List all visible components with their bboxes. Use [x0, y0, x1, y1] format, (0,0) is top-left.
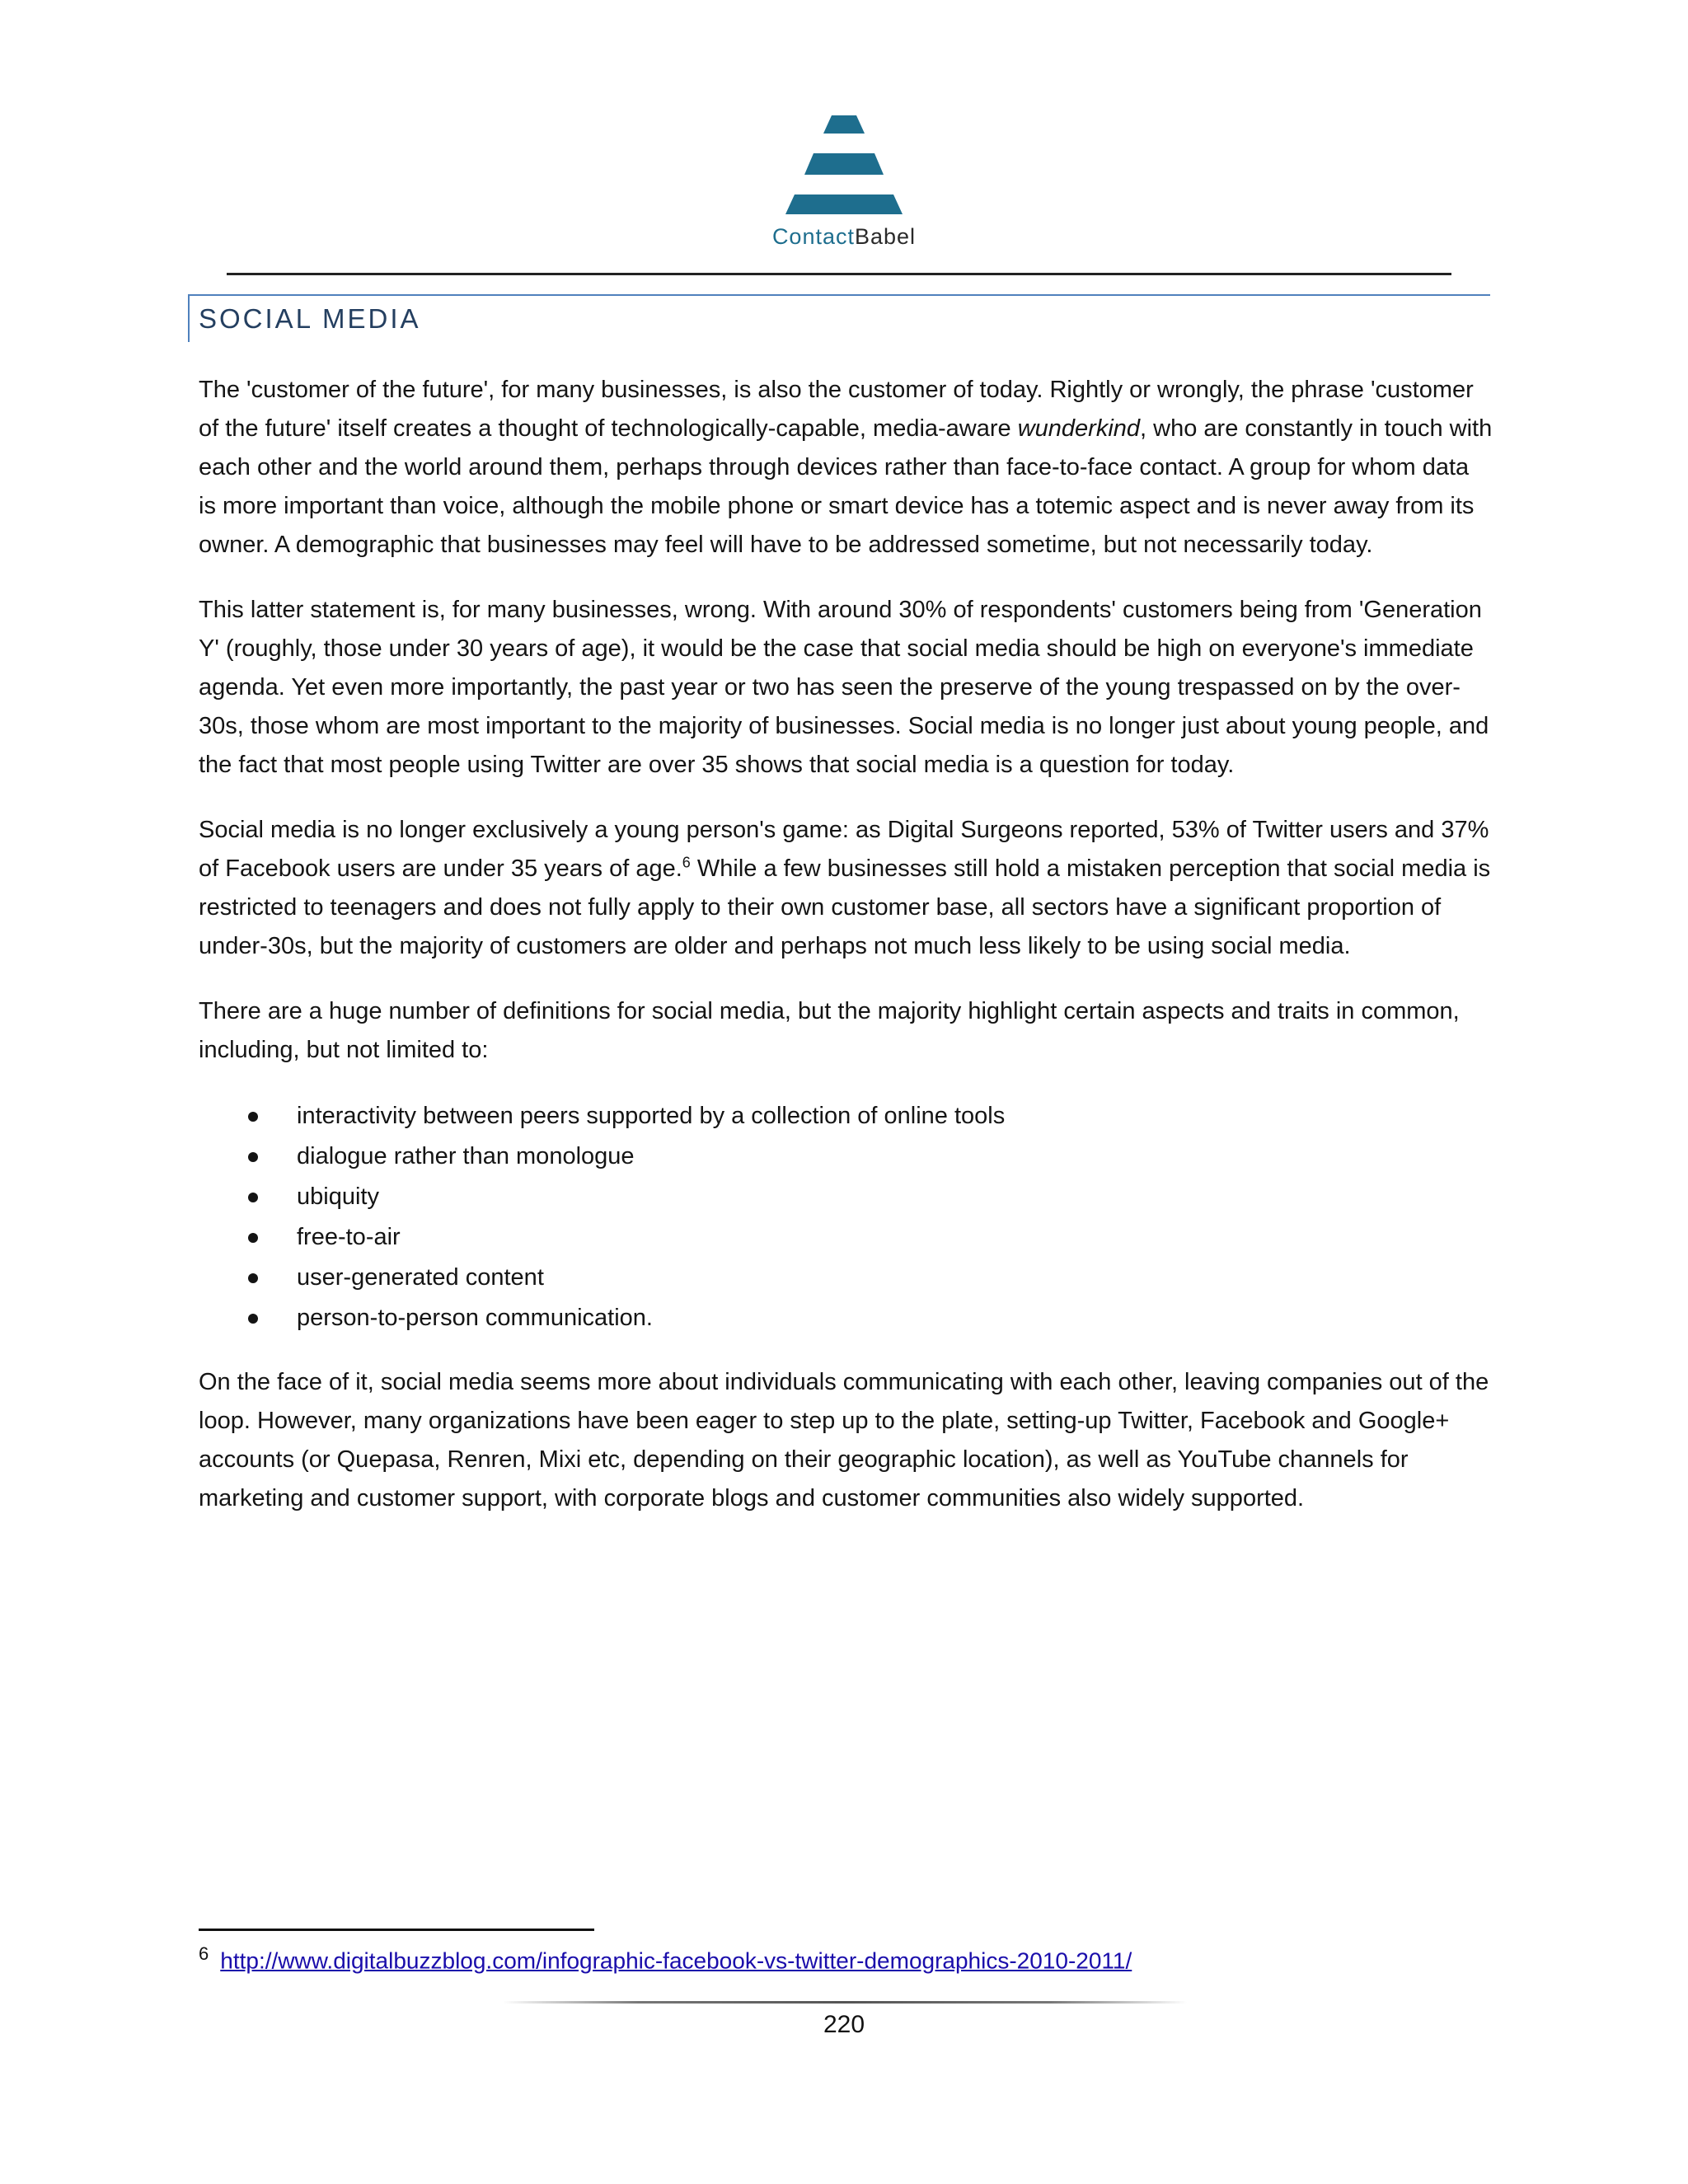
list-item: user-generated content [199, 1258, 1493, 1298]
logo-wordmark [0, 224, 1688, 250]
paragraph-definitions: There are a huge number of definitions for social media, but the majority highlight certain aspects and traits in common, including, but not limited to: [199, 998, 1460, 1063]
paragraph-text: Social media is no longer exclusively a young person's game: as Digital Surgeons reported, 53% of Twitter users and 37% of Facebook users are under 35 years of age. [199, 817, 1489, 882]
paragraph-organizations: On the face of it, social media seems more about individuals communicating with each other, leaving companies out of the loop. However, many organizations have been eager to step up to the plate, setting-up Twitter, Facebook and Google+ accounts (or Quepasa, Renren, Mixi etc, depending on their geographic location), as well as YouTube channels for marketing and customer support, with corporate blogs and customer communities also widely supported. [199, 1369, 1489, 1511]
document-body [199, 371, 1493, 1544]
section-title: SOCIAL MEDIA [199, 303, 421, 334]
footnote-number: 6 [199, 1943, 209, 1964]
list-item: ubiquity [199, 1177, 1493, 1217]
footnote [199, 1943, 1132, 1974]
logo-wordmark-babel: Babel [855, 224, 917, 249]
page-number: 220 [823, 2011, 865, 2038]
paragraph-customer-of-the-future [199, 371, 1493, 565]
definitions-list [199, 1096, 1493, 1338]
pyramid-logo-icon [766, 115, 922, 214]
footnote-reference[interactable]: 6 [682, 854, 691, 871]
section-heading-rule [188, 294, 1490, 296]
list-item: free-to-air [199, 1217, 1493, 1258]
paragraph-text: While a few businesses still hold a mistaken perception that social media is restricted to teenagers and does not fully apply to their own customer base, all sectors have a significant proportion of under-30s, but the majority of customers are older and perhaps not much less likely to be using social media. [199, 855, 1491, 959]
logo-wordmark-contact: Contact [771, 224, 855, 249]
section-heading-bracket [188, 294, 190, 342]
list-item: dialogue rather than monologue [199, 1137, 1493, 1177]
footer-divider [503, 2001, 1187, 2004]
paragraph-generation-y: This latter statement is, for many businesses, wrong. With around 30% of respondents' customers being from 'Generation Y' (roughly, those under 30 years of age), it would be the case that social media should be high on everyone's immediate agenda. Yet even more importantly, the past year or two has seen the preserve of the young trespassed on by the over-30s, those whom are most important to the majority of businesses. Social media is no longer just about young people, and the fact that most people using Twitter are over 35 shows that social media is a question for today. [199, 597, 1489, 778]
header-divider [227, 273, 1451, 275]
paragraph-text: , who are constantly in touch with each other and the world around them, perhaps through devices rather than face-to-face contact. A group for whom data is more important than voice, although the mobile phone or smart device has a totemic aspect and is never away from its owner. A demographic that businesses may feel will have to be addressed sometime, but not necessarily today. [199, 415, 1493, 558]
paragraph-digital-surgeons [199, 811, 1493, 966]
footnote-link[interactable]: http://www.digitalbuzzblog.com/infographic-facebook-vs-twitter-demographics-2010-2011/ [220, 1947, 1132, 1974]
list-item: interactivity between peers supported by a collection of online tools [199, 1096, 1493, 1137]
emphasis-text: wunderkind [1017, 415, 1141, 442]
contactbabel-logo [0, 115, 1688, 250]
footnote-separator [199, 1929, 594, 1931]
paragraph-text: The 'customer of the future', for many businesses, is also the customer of today. Rightly or wrongly, the phrase 'customer of the future' itself creates a thought of technologically-capable, media-aware [199, 377, 1474, 442]
list-item: person-to-person communication. [199, 1298, 1493, 1338]
